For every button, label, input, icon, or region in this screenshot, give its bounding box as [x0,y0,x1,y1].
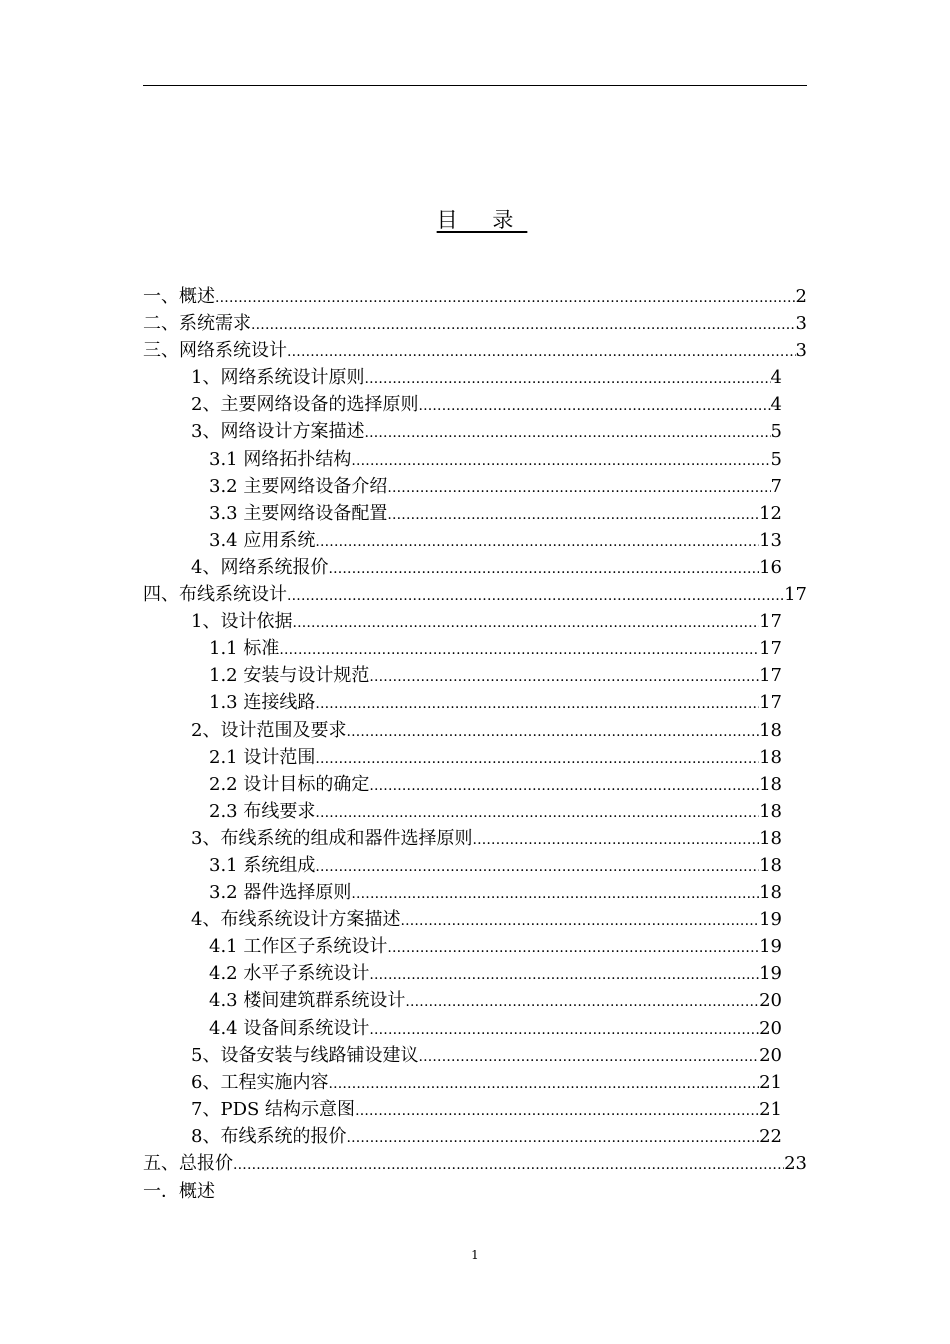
toc-entry-text: 1.2 安装与设计规范 [209,665,370,687]
toc-leader-dots [315,529,759,556]
toc-leader-dots [292,610,759,637]
toc-entry-text: 7、PDS 结构示意图 [191,1098,356,1120]
toc-leader-dots [251,312,796,339]
section-heading: 一．概述 [143,1181,215,1202]
toc-entry[interactable] [143,581,807,608]
toc-leader-dots [328,1071,759,1098]
toc-entry-page: 5 [770,448,782,470]
toc-entry[interactable] [143,1150,807,1177]
toc-entry-text: 4、布线系统设计方案描述 [191,909,401,931]
header-rule [143,85,807,86]
toc-leader-dots [369,1017,759,1044]
toc-entry[interactable] [143,500,807,527]
toc-entry-page: 3 [795,313,807,335]
toc-leader-dots [400,908,759,935]
toc-entry-page: 17 [759,665,782,687]
toc-entry-page: 13 [759,529,782,551]
toc-leader-dots [418,393,770,420]
toc-leader-dots [355,1098,759,1125]
toc-leader-dots [369,962,759,989]
toc-entry-text: 4.2 水平子系统设计 [209,963,370,985]
toc-leader-dots [215,285,796,312]
toc-entry[interactable] [143,608,807,635]
toc-leader-dots [369,664,759,691]
toc-entry-text: 四、布线系统设计 [143,584,287,606]
toc-entry-page: 18 [759,882,782,904]
toc-entry[interactable] [143,933,807,960]
toc-entry-text: 1.3 连接线路 [209,692,316,714]
toc-entry-text: 3.1 系统组成 [209,854,316,876]
toc-leader-dots [405,989,759,1016]
toc-entry-page: 18 [759,746,782,768]
toc-entry-text: 1、网络系统设计原则 [191,367,365,389]
toc-entry[interactable] [143,635,807,662]
toc-entry-text: 五、总报价 [143,1153,233,1174]
toc-title: 目 录 [436,208,528,232]
toc-entry[interactable] [143,527,807,554]
toc-entry[interactable] [143,960,807,987]
toc-leader-dots [279,637,759,664]
toc-entry[interactable] [143,1015,807,1042]
toc-entry[interactable] [143,1123,807,1150]
toc-leader-dots [418,1044,759,1071]
toc-entry[interactable] [143,744,807,771]
toc-entry-page: 18 [759,827,782,849]
toc-entry[interactable] [143,446,807,473]
toc-entry-page: 4 [770,367,782,389]
toc-leader-dots [346,1125,759,1152]
toc-leader-dots [346,719,759,746]
toc-leader-dots [287,583,784,610]
toc-entry[interactable] [143,1042,807,1069]
toc-entry[interactable] [143,418,807,445]
toc-entry[interactable] [143,1096,807,1123]
toc-entry-text: 二、系统需求 [143,313,251,335]
toc-leader-dots [351,881,759,908]
toc-entry[interactable] [143,337,807,364]
toc-entry-page: 2 [795,286,807,307]
toc-entry-text: 三、网络系统设计 [143,340,287,362]
toc-entry-page: 18 [759,800,782,822]
page-number: 1 [471,1248,479,1262]
toc-entry-page: 19 [759,963,782,985]
toc-leader-dots [364,366,770,393]
toc-entry[interactable] [143,852,807,879]
toc-entry-page: 7 [770,475,782,497]
toc-entry-text: 4.1 工作区子系统设计 [209,936,388,958]
toc-entry-text: 5、设备安装与线路铺设建议 [191,1044,419,1066]
toc-entry[interactable] [143,825,807,852]
toc-entry[interactable] [143,662,807,689]
toc-entry-text: 3.3 主要网络设备配置 [209,502,388,524]
toc-entry-text: 3.2 器件选择原则 [209,882,352,904]
toc-leader-dots [315,691,759,718]
toc-entry[interactable] [143,798,807,825]
toc-leader-dots [387,475,770,502]
toc-entry[interactable] [143,717,807,744]
toc-entry[interactable] [143,391,807,418]
toc-leader-dots [369,773,759,800]
toc-entry-page: 3 [795,340,807,362]
toc-leader-dots [387,935,759,962]
toc-entry-page: 18 [759,773,782,795]
toc-entry-page: 18 [759,719,782,741]
toc-leader-dots [364,420,770,447]
toc-entry-text: 4、网络系统报价 [191,556,329,578]
toc-entry-text: 6、工程实施内容 [191,1071,329,1093]
toc-entry-text: 3、布线系统的组成和器件选择原则 [191,827,473,849]
toc-entry-text: 4.3 楼间建筑群系统设计 [209,990,406,1012]
toc-leader-dots [315,746,759,773]
toc-leader-dots [387,502,759,529]
toc-entry-text: 3.4 应用系统 [209,529,316,551]
toc-entry-text: 2、主要网络设备的选择原则 [191,394,419,416]
toc-entry-page: 20 [759,990,782,1012]
toc-entry[interactable] [143,310,807,337]
toc-entry-page: 19 [759,909,782,931]
toc-entry[interactable] [143,771,807,798]
toc-leader-dots [472,827,759,854]
toc-entry[interactable] [143,554,807,581]
toc-entry-text: 1.1 标准 [209,638,280,660]
toc-entry-text: 3、网络设计方案描述 [191,421,365,443]
toc-entry-page: 23 [784,1153,807,1174]
toc-entry-text: 2.1 设计范围 [209,746,316,768]
toc-entry-page: 12 [759,502,782,524]
toc-entry[interactable] [143,987,807,1014]
toc-entry-page: 5 [770,421,782,443]
toc-entry[interactable] [143,283,807,310]
toc-entry-page: 17 [759,611,782,633]
toc-entry-page: 16 [759,556,782,578]
toc-entry-text: 2、设计范围及要求 [191,719,347,741]
toc-entry-text: 3.2 主要网络设备介绍 [209,475,388,497]
toc-entry[interactable] [143,906,807,933]
toc-entry-page: 17 [759,692,782,714]
toc-entry-text: 4.4 设备间系统设计 [209,1017,370,1039]
toc-entry[interactable] [143,879,807,906]
toc-leader-dots [233,1152,784,1179]
toc-entry-page: 21 [759,1071,782,1093]
toc-entry-page: 22 [759,1125,782,1147]
toc-entry-page: 17 [759,638,782,660]
toc-entry-page: 20 [759,1017,782,1039]
toc-entry-text: 一、概述 [143,286,215,307]
toc-entry-text: 8、布线系统的报价 [191,1125,347,1147]
toc-entry-text: 3.1 网络拓扑结构 [209,448,352,470]
toc-entry-text: 1、设计依据 [191,611,293,633]
toc-entry-page: 17 [784,584,807,606]
toc-leader-dots [315,800,759,827]
toc-entry-page: 19 [759,936,782,958]
toc-leader-dots [287,339,796,366]
toc-entry-text: 2.2 设计目标的确定 [209,773,370,795]
toc-entry-page: 4 [770,394,782,416]
toc-leader-dots [351,448,770,475]
toc-leader-dots [328,556,759,583]
toc-entry-text: 2.3 布线要求 [209,800,316,822]
toc-entry[interactable] [143,364,807,391]
toc-leader-dots [315,854,759,881]
toc-entry-page: 20 [759,1044,782,1066]
toc-entry-page: 21 [759,1098,782,1120]
toc-entry-page: 18 [759,854,782,876]
table-of-contents [143,283,807,1177]
toc-entry[interactable] [143,473,807,500]
toc-entry[interactable] [143,689,807,716]
toc-entry[interactable] [143,1069,807,1096]
